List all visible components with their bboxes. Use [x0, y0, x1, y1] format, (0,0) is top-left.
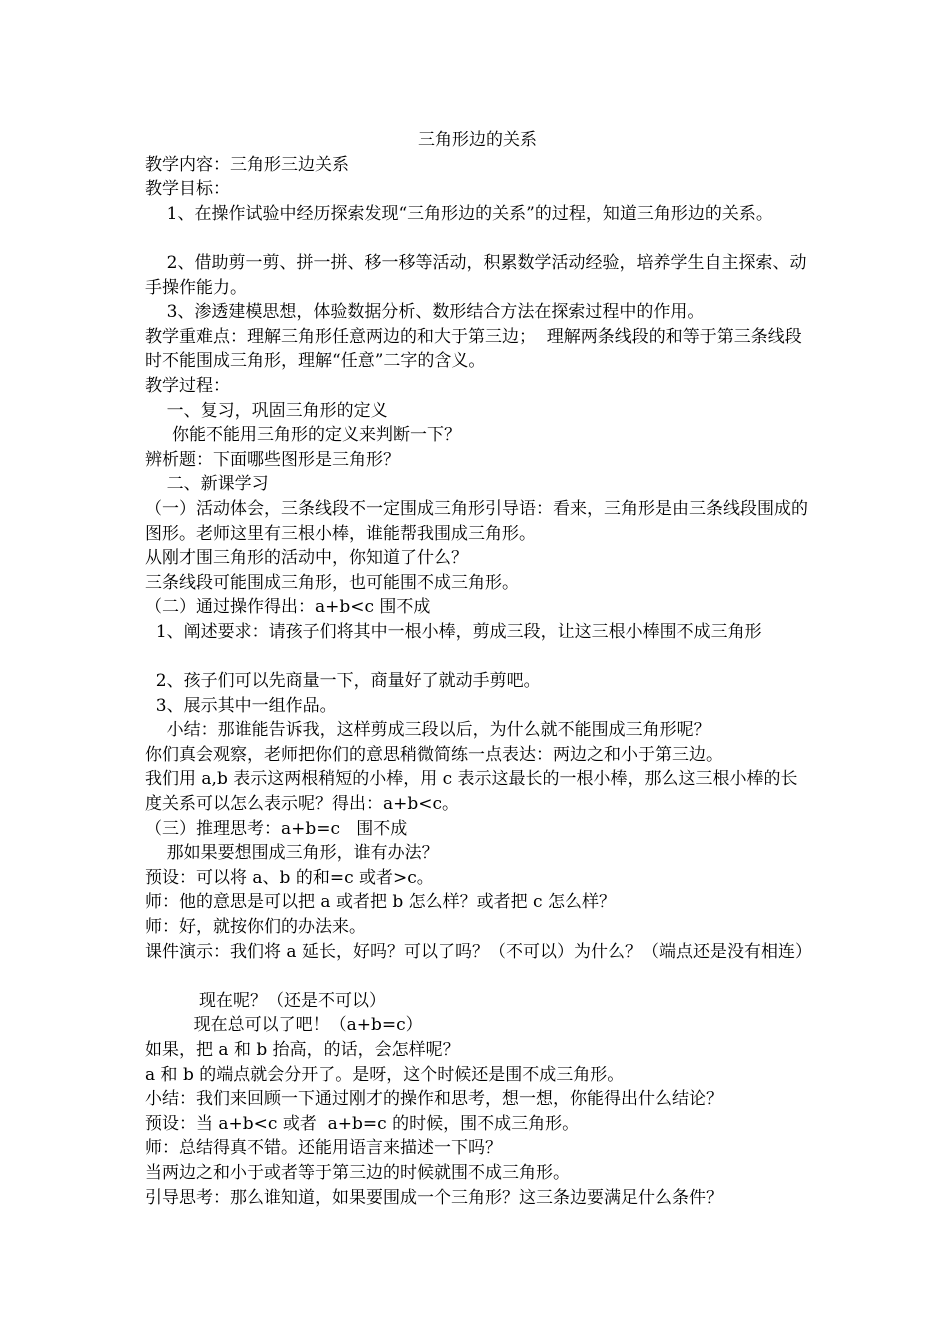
- paragraph-line: 2、借助剪一剪、拼一拼、移一移等活动，积累数学活动经验，培养学生自主探索、动手操作能力。: [145, 252, 807, 298]
- paragraph-line: 一、复习，巩固三角形的定义: [145, 400, 388, 421]
- paragraph-line: 教学内容：三角形三边关系: [145, 154, 349, 175]
- paragraph-line: 我们用 a,b 表示这两根稍短的小棒，用 c 表示这最长的一根小棒，那么这三根小棒的长度关系可以怎么表示呢？得出：a+b<c。: [145, 769, 798, 815]
- paragraph-line: 3、渗透建模思想，体验数据分析、数形结合方法在探索过程中的作用。: [145, 302, 705, 323]
- paragraph-line: 1、阐述要求：请孩子们将其中一根小棒，剪成三段，让这三根小棒围不成三角形: [145, 621, 762, 642]
- paragraph-line: 小结：那谁能告诉我，这样剪成三段以后，为什么就不能围成三角形呢？: [145, 720, 711, 741]
- paragraph-line: 现在呢？（还是不可以）: [145, 990, 387, 1011]
- document-title: 三角形边的关系: [418, 130, 537, 150]
- paragraph-line: 二、新课学习: [145, 474, 269, 495]
- paragraph-line: 当两边之和小于或者等于第三边的时候就围不成三角形。: [145, 1162, 570, 1183]
- paragraph-line: a 和 b 的端点就会分开了。是呀，这个时候还是围不成三角形。: [145, 1064, 625, 1085]
- paragraph-line: 预设：当 a+b<c 或者 a+b=c 的时候，围不成三角形。: [145, 1113, 580, 1134]
- paragraph-line: 你们真会观察，老师把你们的意思稍微简练一点表达：两边之和小于第三边。: [145, 744, 723, 765]
- paragraph-line: 2、孩子们可以先商量一下，商量好了就动手剪吧。: [145, 671, 541, 692]
- document-lines: [145, 153, 810, 1211]
- paragraph-line: 从刚才围三角形的活动中，你知道了什么？: [145, 548, 468, 569]
- paragraph-line: 师：总结得真不错。还能用语言来描述一下吗？: [145, 1138, 502, 1159]
- paragraph-line: 教学目标：: [145, 179, 230, 200]
- paragraph-line: 师：好，就按你们的办法来。: [145, 917, 366, 937]
- paragraph-line: 三条线段可能围成三角形，也可能围不成三角形。: [145, 572, 519, 593]
- paragraph-line: 那如果要想围成三角形，谁有办法？: [145, 843, 439, 864]
- paragraph-line: （二）通过操作得出：a+b<c 围不成: [145, 597, 431, 618]
- paragraph-line: 3、展示其中一组作品。: [145, 695, 337, 716]
- paragraph-line: 如果，把 a 和 b 抬高，的话，会怎样呢？: [145, 1039, 460, 1060]
- paragraph-line: 教学重难点：理解三角形任意两边的和大于第三边； 理解两条线段的和等于第三条线段时不能围成三角形，理解“任意”二字的含义。: [145, 326, 802, 372]
- paragraph-line: 引导思考：那么谁知道，如果要围成一个三角形？这三条边要满足什么条件？: [145, 1187, 723, 1208]
- paragraph-line: （一）活动体会，三条线段不一定围成三角形引导语：看来，三角形是由三条线段围成的图形。老师这里有三根小棒，谁能帮我围成三角形。: [145, 498, 808, 544]
- paragraph-line: 1、在操作试验中经历探索发现“三角形边的关系”的过程，知道三角形边的关系。: [145, 203, 773, 224]
- paragraph-line: 小结：我们来回顾一下通过刚才的操作和思考，想一想，你能得出什么结论？: [145, 1089, 723, 1110]
- paragraph-line: 现在总可以了吧！（a+b=c）: [145, 1015, 423, 1036]
- paragraph-line: 师：他的意思是可以把 a 或者把 b 怎么样？或者把 c 怎么样？: [145, 892, 616, 913]
- paragraph-line: 课件演示：我们将 a 延长，好吗？可以了吗？（不可以）为什么？（端点还是没有相连）: [145, 941, 812, 962]
- paragraph-line: 教学过程：: [145, 375, 230, 396]
- paragraph-line: 预设：可以将 a、b 的和=c 或者>c。: [145, 867, 434, 888]
- paragraph-line: （三）推理思考：a+b=c 围不成: [145, 818, 408, 839]
- paragraph-line: 你能不能用三角形的定义来判断一下？: [145, 425, 462, 446]
- document-body: [145, 128, 810, 1210]
- paragraph-line: 辨析题：下面哪些图形是三角形？: [145, 449, 400, 470]
